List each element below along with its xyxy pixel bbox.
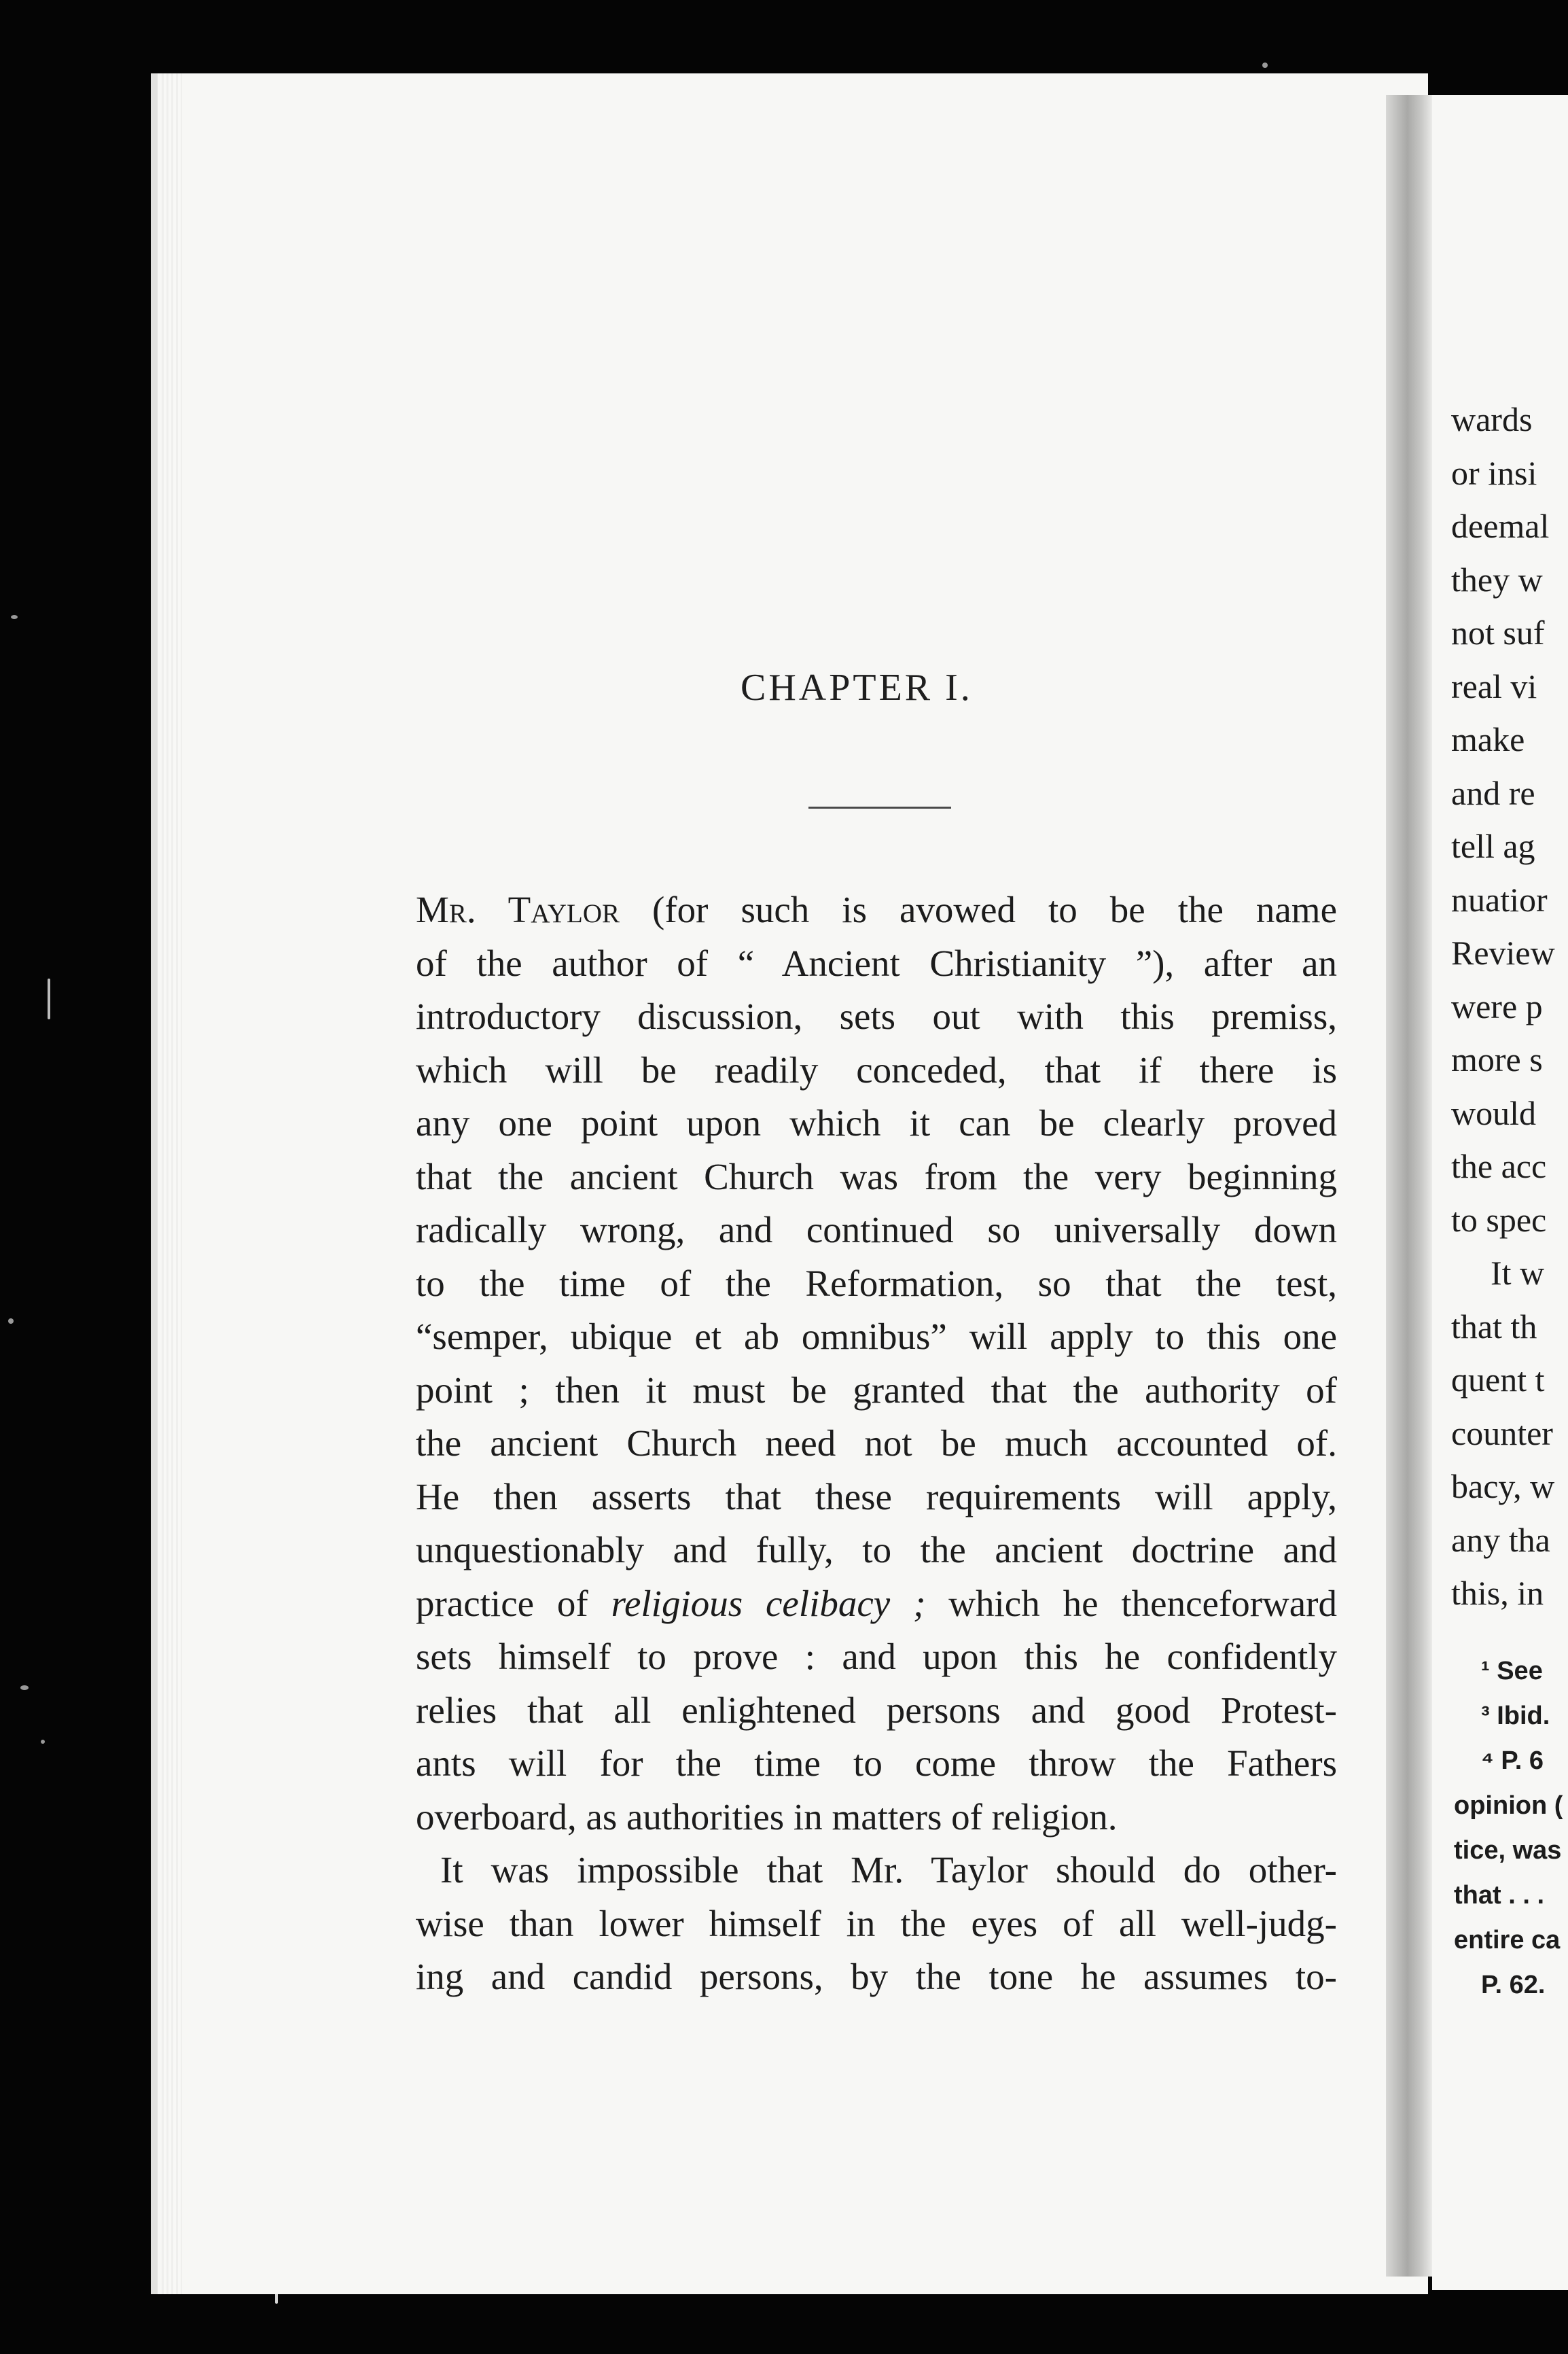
text-line [416,883,1337,937]
right-text-line: tell ag [1451,827,1535,865]
author-name-caps: Mr. Taylor [416,889,620,930]
right-text-line: the acc [1451,1147,1547,1185]
text-line-rest: which he thenceforward [925,1582,1337,1624]
footnote-line: ¹ See [1481,1657,1543,1685]
right-text-line: they w [1451,560,1543,599]
text-line: ants will for the time to come throw the Fathers [416,1742,1337,1784]
text-line: wise than lower himself in the eyes of all well-judg- [416,1902,1337,1944]
text-line: which will be readily conceded, that if there is [416,1049,1337,1091]
text-line: of the author of “ Ancient Christianity ”), after an [416,942,1337,984]
right-text-line: were p [1451,987,1543,1025]
right-text-line: and re [1451,773,1535,812]
right-text-line: any tha [1451,1520,1550,1559]
dust-speck [1262,63,1268,68]
chapter-divider-rule [808,807,951,809]
right-text-line: deemal [1451,507,1550,545]
right-text-line: quent t [1451,1360,1545,1399]
text-line: overboard, as authorities in matters of religion. [416,1795,1118,1838]
text-line: any one point upon which it can be clearly proved [416,1102,1337,1144]
footnote-line: opinion ( [1454,1791,1563,1820]
right-text-line: this, in [1451,1574,1544,1612]
book-gutter [1386,95,1433,2277]
text-line: radically wrong, and continued so universally down [416,1209,1337,1250]
dust-speck [20,1685,29,1690]
footnote-line: entire ca [1454,1926,1561,1954]
right-text-line: not suf [1451,614,1545,652]
footnote-line: P. 62. [1481,1971,1546,1999]
text-line: sets himself to prove : and upon this he confidently [416,1636,1337,1677]
text-line: that the ancient Church was from the very beginning [416,1155,1337,1197]
chapter-title: CHAPTER I. [741,667,973,709]
right-text-line: that th [1451,1307,1537,1346]
right-text-line: nuatior [1451,880,1548,919]
text-line [416,1577,1337,1631]
dust-speck [11,615,18,619]
text-line: ing and candid persons, by the tone he assumes to- [416,1956,1337,1997]
right-text-line: would [1451,1093,1536,1132]
footnote-line: tice, was [1454,1836,1562,1865]
right-text-line: real vi [1451,667,1537,705]
right-text-line: to spec [1451,1200,1547,1239]
footnote-line: that . . . [1454,1881,1544,1910]
page-edge [162,73,182,2294]
right-page-text [1451,393,1555,1620]
text-line: the ancient Church need not be much accounted of. [416,1422,1337,1464]
right-text-line: make [1451,720,1525,758]
dust-speck [41,1740,45,1744]
text-line: point ; then it must be granted that the authority of [416,1369,1337,1411]
text-line: “semper, ubique et ab omnibus” will apply to this one [416,1316,1337,1357]
footnote-line: ³ Ibid. [1481,1702,1550,1730]
dust-speck [8,1318,14,1324]
text-line-start: practice of [416,1582,611,1624]
text-line: unquestionably and fully, to the ancient doctrine and [416,1529,1337,1570]
footnote-line: ⁴ P. 6 [1481,1746,1544,1775]
text-line: introductory discussion, sets out with this premiss, [416,996,1337,1037]
right-page-footnotes [1454,1649,1563,2007]
right-text-line: It w [1491,1254,1545,1292]
italic-phrase: religious celibacy ; [611,1582,926,1624]
right-text-line: counter [1451,1413,1553,1452]
chapter-body [416,883,1337,2004]
text-line: It was impossible that Mr. Taylor should do other- [440,1849,1337,1891]
right-text-line: Review [1451,934,1555,972]
text-line-rest: (for such is avowed to be the name [620,889,1337,930]
right-text-line: wards [1451,400,1533,438]
right-text-line: more s [1451,1040,1543,1078]
text-line: He then asserts that these requirements will apply, [416,1475,1337,1517]
text-line: relies that all enlightened persons and good Protest- [416,1689,1337,1731]
right-text-line: or insi [1451,453,1537,492]
right-text-line: bacy, w [1451,1467,1555,1505]
dust-speck [48,979,50,1019]
text-line: to the time of the Reformation, so that the test, [416,1262,1337,1304]
